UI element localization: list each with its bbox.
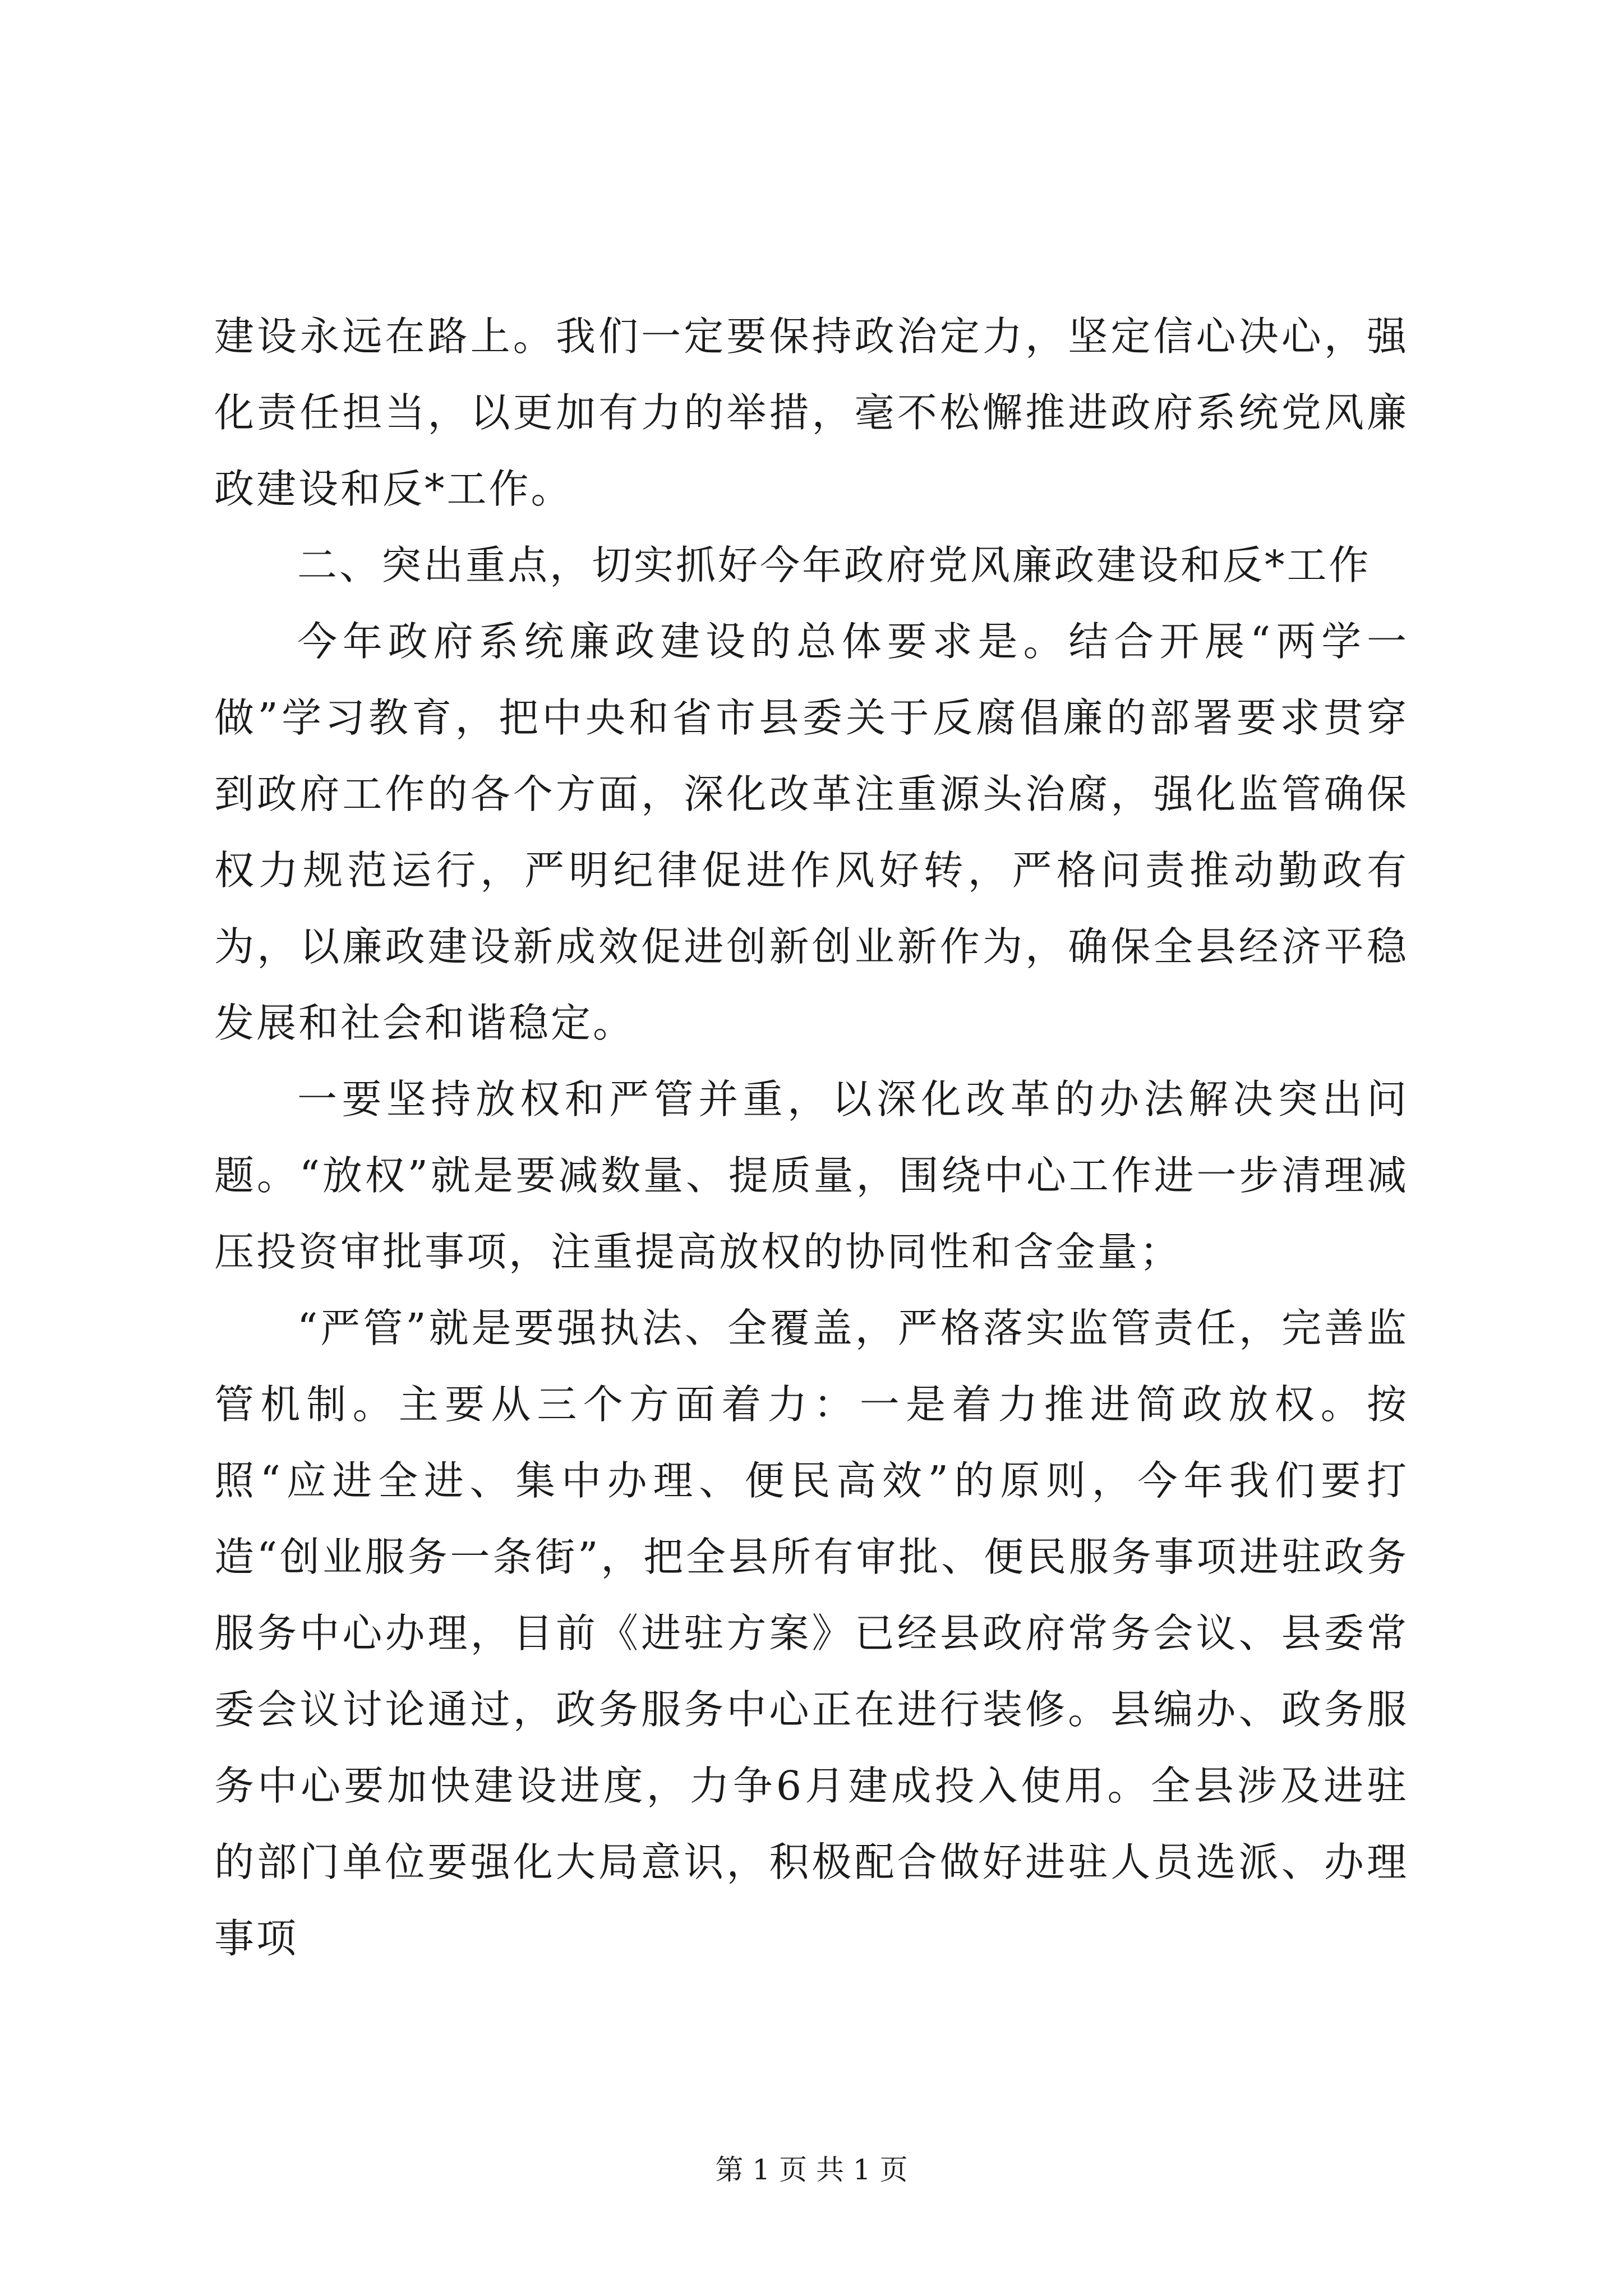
paragraph-continuation: 建设永远在路上。我们一定要保持政治定力，坚定信心决心，强化责任担当，以更加有力的举措，毫不松懈推进政府系统党风廉政建设和反*工作。 [214, 313, 1409, 512]
page-footer: 第 1 页 共 1 页 [715, 2154, 908, 2186]
document-body [214, 298, 1409, 1977]
section-heading: 二、突出重点，切实抓好今年政府党风廉政建设和反*工作 [297, 542, 1371, 588]
paragraph-strict-management: “严管”就是要强执法、全覆盖，严格落实监管责任，完善监管机制。主要从三个方面着力：一是着力推进简政放权。按照“应进全进、集中办理、便民高效”的原则，今年我们要打造“创业服务一条街”，把全县所有审批、便民服务事项进驻政务服务中心办理，目前《进驻方案》已经县政府常务会议、县委常委会议讨论通过，政务服务中心正在进行装修。县编办、政务服务中心要加快建设进度，力争6月建成投入使用。全县涉及进驻的部门单位要强化大局意识，积极配合做好进驻人员选派、办理事项 [214, 1305, 1409, 1962]
paragraph-overall-requirement: 今年政府系统廉政建设的总体要求是。结合开展“两学一做”学习教育，把中央和省市县委关于反腐倡廉的部署要求贯穿到政府工作的各个方面，深化改革注重源头治腐，强化监管确保权力规范运行，严明纪律促进作风好转，严格问责推动勤政有为，以廉政建设新成效促进创新创业新作为，确保全县经济平稳发展和社会和谐稳定。 [214, 618, 1409, 1046]
paragraph-first-requirement: 一要坚持放权和严管并重，以深化改革的办法解决突出问题。“放权”就是要减数量、提质量，围绕中心工作进一步清理减压投资审批事项，注重提高放权的协同性和含金量； [214, 1076, 1409, 1275]
